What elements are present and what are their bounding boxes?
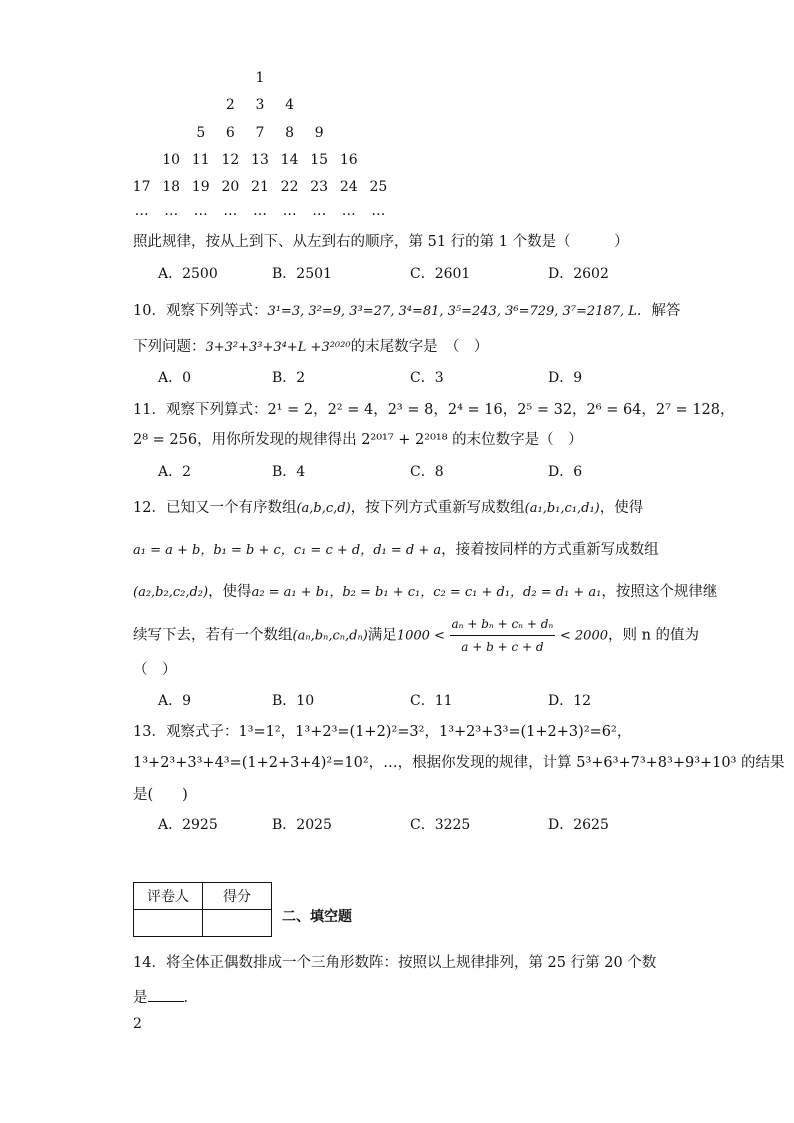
score-table xyxy=(133,882,272,937)
option-a: A．0 xyxy=(158,370,192,386)
tuple-2: (a₂,b₂,c₂,d₂) xyxy=(133,585,209,600)
triangle-ellipsis: … xyxy=(312,202,327,219)
triangle-number: 2 xyxy=(225,97,235,114)
triangle-number: 7 xyxy=(255,124,265,141)
triangle-number: 23 xyxy=(310,179,329,196)
option-b: B．2 xyxy=(272,370,306,386)
option-c: C．11 xyxy=(410,693,453,709)
question-12-line-1 xyxy=(133,498,643,519)
triangle-number: 9 xyxy=(314,124,324,141)
triangle-ellipsis: … xyxy=(282,202,297,219)
fraction-denominator: a + b + c + d xyxy=(461,640,544,654)
option-c: C．3225 xyxy=(410,817,471,833)
question-12-line-3 xyxy=(133,582,717,603)
triangle-number: 1 xyxy=(255,70,265,86)
option-b: B．2501 xyxy=(272,266,332,282)
option-d: D．6 xyxy=(548,464,583,480)
triangle-number: 11 xyxy=(191,151,210,168)
triangle-number: 10 xyxy=(162,151,181,168)
triangle-ellipsis: … xyxy=(193,202,208,219)
option-c: C．8 xyxy=(410,464,444,480)
question-12-text: ，接着按同样的方式重新写成数组 xyxy=(441,542,659,558)
score-cell[interactable] xyxy=(203,910,272,937)
triangle-number: 5 xyxy=(196,124,206,141)
triangle-number: 14 xyxy=(280,151,299,168)
question-10-line-2-prefix: 下列问题： xyxy=(133,339,206,355)
triangle-number: 13 xyxy=(251,151,269,168)
triangle-number: 19 xyxy=(191,179,210,196)
question-10-line-2 xyxy=(133,337,488,358)
triangle-number: 25 xyxy=(369,179,388,196)
triangle-number: 22 xyxy=(280,179,299,196)
option-c: C．3 xyxy=(410,370,444,386)
question-12-text: ，使得 xyxy=(599,500,644,516)
option-d: D．2602 xyxy=(548,266,609,282)
triangle-number: 16 xyxy=(339,151,358,168)
tuple-1: (a₁,b₁,c₁,d₁) xyxy=(524,501,600,516)
question-11-line-1: 11．观察下列算式：2¹ = 2，2² = 4，2³ = 8，2⁴ = 16，2⁵ = 32，2⁶ = 64，2⁷ = 128， xyxy=(133,402,735,418)
section-heading-fill-in: 二、填空题 xyxy=(282,909,352,925)
question-14-line-1: 14．将全体正偶数排成一个三角形数阵：按照以上规律排列，第 25 行第 20 个数 xyxy=(133,955,657,971)
triangle-ellipsis: … xyxy=(253,202,267,219)
question-12-text: ，使得 xyxy=(208,584,252,600)
triangle-number: 15 xyxy=(310,151,329,168)
question-9-text: 照此规律，按从上到下、从左到右的顺序，第 51 行的第 1 个数是（ ） xyxy=(133,234,629,250)
page-number: 2 xyxy=(133,1016,142,1032)
first-transform-formula: a₁ = a + b，b₁ = b + c，c₁ = c + d，d₁ = d + a xyxy=(133,543,442,558)
power-of-three-formula: 3¹=3, 3²=9, 3³=27, 3⁴=81, 3⁵=243, 3⁶=729, 3⁷=2187, L xyxy=(267,304,637,319)
question-12-line-2 xyxy=(133,540,659,561)
triangle-number: 21 xyxy=(251,179,269,196)
question-13-line-3: 是( ) xyxy=(133,787,188,803)
option-d: D．9 xyxy=(548,370,583,386)
triangle-number: 17 xyxy=(132,179,151,196)
triangle-number: 6 xyxy=(225,124,235,141)
triangle-number: 3 xyxy=(255,97,265,114)
fraction-numerator: aₙ + bₙ + cₙ + dₙ xyxy=(450,614,556,636)
power-sum-formula: 3+3²+3³+3⁴+L +3²⁰²⁰ xyxy=(205,340,351,355)
question-10-intro: 10．观察下列等式： xyxy=(133,303,268,319)
tuple-n: (aₙ,bₙ,cₙ,dₙ) xyxy=(292,628,368,644)
inequality-right: < 2000 xyxy=(559,628,608,644)
option-d: D．2625 xyxy=(548,817,609,833)
triangle-number: 12 xyxy=(221,151,240,168)
triangle-ellipsis: … xyxy=(223,202,238,219)
question-10-tail: ．解答 xyxy=(636,303,681,319)
question-14-line-2 xyxy=(133,987,198,1008)
triangle-ellipsis: … xyxy=(134,202,149,219)
option-a: A．2925 xyxy=(158,817,218,833)
question-11-line-2: 2⁸ = 256，用你所发现的规律得出 2²⁰¹⁷ + 2²⁰¹⁸ 的末位数字是（ ） xyxy=(133,432,583,448)
question-10-line-2-suffix: 的末尾数字是 （ ） xyxy=(350,339,489,355)
question-12-intro: 12．已知又一个有序数组 xyxy=(133,500,297,516)
option-b: B．2025 xyxy=(272,817,332,833)
triangle-number: 24 xyxy=(339,179,358,196)
score-header: 得分 xyxy=(203,883,272,910)
triangle-ellipsis: … xyxy=(371,202,386,219)
question-12-line-4 xyxy=(133,614,699,657)
option-a: A．2500 xyxy=(158,266,218,282)
question-12-text: 满足 xyxy=(367,627,397,644)
reviewer-header: 评卷人 xyxy=(134,883,203,910)
ratio-fraction xyxy=(450,614,556,657)
option-a: A．9 xyxy=(158,693,192,709)
option-a: A．2 xyxy=(158,464,192,480)
answer-blank[interactable] xyxy=(148,987,184,1002)
reviewer-cell[interactable] xyxy=(134,910,203,937)
question-10-line-1 xyxy=(133,301,680,322)
question-12-text: ，按下列方式重新写成数组 xyxy=(350,500,525,516)
question-12-text: ，按照这个规律继 xyxy=(601,584,718,600)
triangle-number: 8 xyxy=(285,124,295,141)
triangle-number: 20 xyxy=(221,179,240,196)
second-transform-formula: a₂ = a₁ + b₁，b₂ = b₁ + c₁，c₂ = c₁ + d₁，d₂ = d₁ + a₁ xyxy=(251,585,602,600)
option-b: B．4 xyxy=(272,464,306,480)
triangle-ellipsis: … xyxy=(164,202,179,219)
question-13-line-1: 13．观察式子：1³=1²，1³+2³=(1+2)²=3²，1³+2³+3³=(1+2+3)²=6²， xyxy=(133,724,632,740)
question-14-suffix: ． xyxy=(183,990,198,1006)
question-13-line-2: 1³+2³+3³+4³=(1+2+3+4)²=10²，…，根据你发现的规律，计算 5³+6³+7³+8³+9³+10³ 的结果 xyxy=(133,755,785,771)
tuple-abcd: (a,b,c,d) xyxy=(296,501,351,516)
triangle-number: 18 xyxy=(162,179,181,196)
triangle-number: 4 xyxy=(285,97,295,114)
question-12-line-5: （ ） xyxy=(133,662,177,678)
option-c: C．2601 xyxy=(410,266,471,282)
inequality-left: 1000 < xyxy=(396,628,445,644)
option-b: B．10 xyxy=(272,693,315,709)
question-12-text: 续写下去，若有一个数组 xyxy=(133,627,293,644)
question-12-text: ，则 n 的值为 xyxy=(607,627,700,644)
triangle-ellipsis: … xyxy=(341,202,356,219)
option-d: D．12 xyxy=(548,693,592,709)
question-14-prefix: 是 xyxy=(133,990,148,1006)
